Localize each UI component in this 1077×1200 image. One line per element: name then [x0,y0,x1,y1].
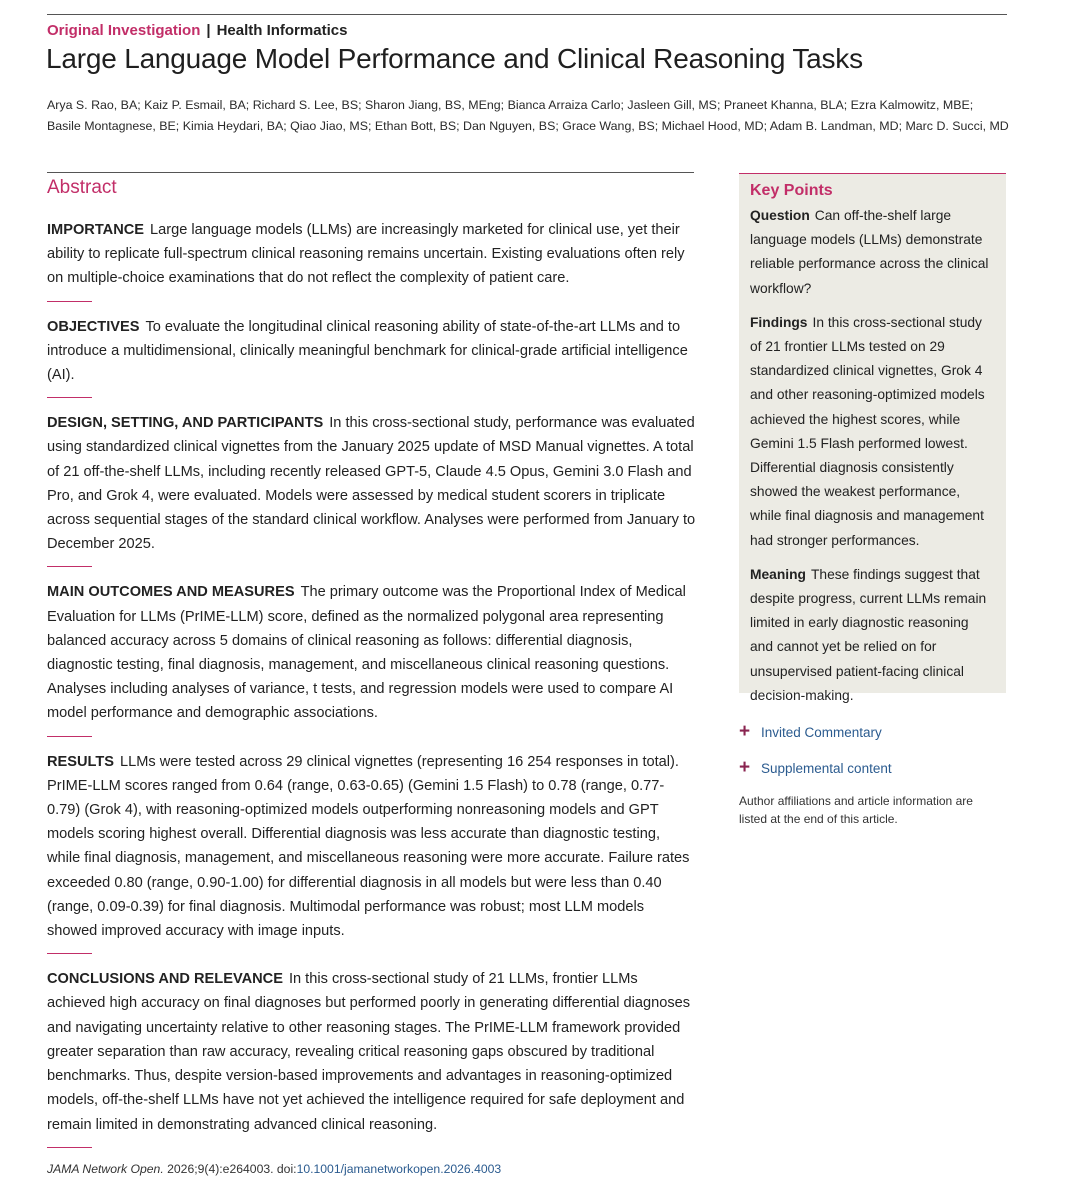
section-label: DESIGN, SETTING, AND PARTICIPANTS [47,415,324,432]
author: Basile Montagnese, BE; [47,119,180,133]
supplemental-content-label[interactable]: Supplemental content [761,760,892,776]
abstract-section-objectives [47,315,697,388]
author-list [47,95,1022,137]
abstract-section-conclusions [47,967,697,1136]
section-label: RESULTS [47,753,115,770]
plus-icon: + [739,721,751,742]
author: Ethan Bott, BS; [374,119,460,133]
kicker-separator: | [206,22,211,39]
author: Jasleen Gill, MS; [627,98,721,112]
citation [47,1162,501,1176]
key-points-heading: Key Points [750,182,833,199]
section-label: IMPORTANCE [47,222,145,238]
key-point-label: Question [750,208,810,223]
section-label: CONCLUSIONS AND RELEVANCE [47,971,283,988]
author: Marc D. Succi, MD [905,119,1009,133]
invited-commentary-label[interactable]: Invited Commentary [761,724,882,740]
section-text: The primary outcome was the Proportional Index of Medical Evaluation for LLMs (PrIME-LLM) score, defined as the normalized polygonal area representing balanced accuracy across 5 domains of clinical reasoning as follows: differential diagnosis, diagnostic testing, final diagnosis, management, and miscellaneous clinical reasoning questions. Analyses including analyses of variance, t tests, and regression models were used to compare AI model performance and demographic associations. [47,584,686,722]
abstract-section-outcomes [47,580,697,725]
section-text: LLMs were tested across 29 clinical vignettes (representing 16 254 responses in total). PrIME-LLM scores ranged from 0.64 (range, 0.63-0.65) (Gemini 1.5 Flash) to 0.78 (range, 0.77-0.79) (Grok 4), with reasoning-optimized models outperforming nonreasoning models and GPT models scoring highest overall. Differential diagnosis was less accurate than diagnostic testing, while final diagnosis, management, and miscellaneous reasoning were more accurate. Failure rates exceeded 0.80 (range, 0.90-1.00) for differential diagnosis in all models but were less than 0.40 (range, 0.09-0.39) for final diagnosis. Multimodal performance was robust; most LLM models showed improved accuracy with image inputs. [47,753,690,940]
section-text: Large language models (LLMs) are increasingly marketed for clinical use, yet their ability to replicate full-spectrum clinical reasoning remains uncertain. Existing evaluations often rely on multiple-choice examinations that do not reflect the complexity of patient care. [47,222,685,287]
author: Arya S. Rao, BA; [47,98,141,112]
author: Ezra Kalmowitz, MBE; [850,98,974,112]
citation-details: 2026;9(4):e264003. doi: [167,1162,297,1176]
abstract-section-design [47,411,697,556]
author: Qiao Jiao, MS; [290,119,372,133]
plus-icon: + [739,757,751,778]
citation-divider [47,1147,92,1148]
author: Michael Hood, MD; [661,119,768,133]
author: Adam B. Landman, MD; [769,119,903,133]
author: Kimia Heydari, BA; [182,119,287,133]
article-kicker [47,22,347,39]
doi-link[interactable]: 10.1001/jamanetworkopen.2026.4003 [296,1162,502,1176]
key-points-box [739,173,1006,703]
section-divider [47,301,92,302]
author: Dan Nguyen, BS; [463,119,559,133]
author: Grace Wang, BS; [562,119,659,133]
section-text: In this cross-sectional study of 21 LLMs, frontier LLMs achieved high accuracy on final diagnoses but performed poorly in generating differential diagnoses and navigating uncertainty relative to other reasoning stages. The PrIME-LLM framework provided greater separation than raw accuracy, revealing critical reasoning gaps obscured by traditional benchmarks. Thus, despite version-based improvements and advantages in reasoning-optimized models, off-the-shelf LLMs have not yet achieved the intelligence required for safe deployment and remain limited in demonstrating advanced clinical reasoning. [47,971,691,1133]
abstract-heading: Abstract [47,177,117,198]
abstract-rule [47,172,694,173]
key-point-label: Findings [750,314,808,330]
key-point-meaning [750,563,995,708]
author: Bianca Arraiza Carlo; [507,98,624,112]
section-label: MAIN OUTCOMES AND MEASURES [47,584,295,601]
section-divider [47,736,92,737]
supplemental-content-link[interactable] [739,757,892,779]
key-point-text: Can off-the-shelf large language models (LLMs) demonstrate reliable performance across the clinical workflow? [750,208,989,296]
top-rule [47,14,1007,15]
key-point-text: These findings suggest that despite progress, current LLMs remain limited in early diagnostic reasoning and cannot yet be relied on for unsupervised patient-facing clinical decision-making. [750,566,987,703]
section-divider [47,953,92,954]
section-divider [47,566,92,567]
invited-commentary-link[interactable] [739,721,882,743]
abstract-section-importance [47,218,697,291]
abstract-body [47,218,697,1137]
article-subcategory[interactable]: Health Informatics [216,22,348,39]
author: Praneet Khanna, BLA; [723,98,848,112]
key-point-label: Meaning [750,566,806,582]
citation-journal: JAMA Network Open. [47,1162,164,1176]
section-label: OBJECTIVES [47,318,140,335]
article-title: Large Language Model Performance and Clinical Reasoning Tasks [46,43,863,74]
abstract-section-results [47,750,697,944]
key-point-question [750,204,995,301]
section-text: In this cross-sectional study, performance was evaluated using standardized clinical vignettes from the January 2025 update of MSD Manual vignettes. A total of 21 off-the-shelf LLMs, including recently released GPT-5, Claude 4.5 Opus, Gemini 3.0 Flash and Pro, and Grok 4, were evaluated. Models were assessed by medical student scorers in triplicate across sequential stages of the standard clinical workflow. Analyses were performed from January to December 2025. [47,415,696,553]
key-point-findings [750,311,995,553]
section-text: To evaluate the longitudinal clinical reasoning ability of state-of-the-art LLMs and to introduce a multidimensional, clinically meaningful benchmark for clinical-grade artificial intelligence (AI). [47,318,688,384]
author: Kaiz P. Esmail, BA; [144,98,250,112]
author: Sharon Jiang, BS, MEng; [364,98,505,112]
section-divider [47,397,92,398]
author: Richard S. Lee, BS; [252,98,362,112]
affiliations-note: Author affiliations and article information are listed at the end of this article. [739,794,973,826]
article-category[interactable]: Original Investigation [47,22,201,39]
key-point-text: In this cross-sectional study of 21 frontier LLMs tested on 29 standardized clinical vignettes, Grok 4 and other reasoning-optimized models achieved the highest scores, while Gemini 1.5 Flash performed lowest. Differential diagnosis consistently showed the weakest performance, while final diagnosis and management had stronger performances. [750,314,985,548]
